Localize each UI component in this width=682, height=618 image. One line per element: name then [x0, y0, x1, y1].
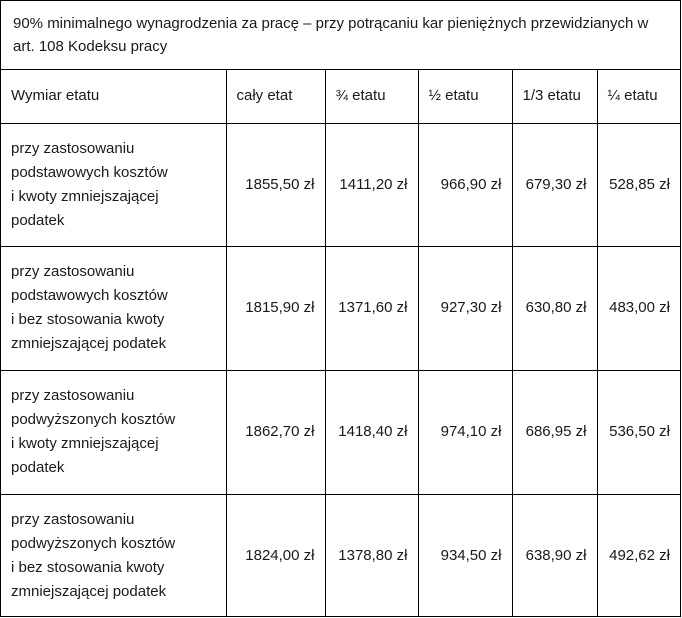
row-label-line: przy zastosowaniu — [11, 139, 135, 157]
value-cell: 528,85 zł — [597, 123, 680, 246]
value-cell: 679,30 zł — [512, 123, 597, 246]
value-cell: 1418,40 zł — [325, 370, 418, 494]
table-row — [1, 123, 680, 246]
value-cell: 966,90 zł — [418, 123, 512, 246]
value-cell: 536,50 zł — [597, 370, 680, 494]
value-cell: 1378,80 zł — [325, 494, 418, 617]
value-cell: 638,90 zł — [512, 494, 597, 617]
value-cell: 483,00 zł — [597, 246, 680, 370]
row-label-line: podwyższonych kosztów — [11, 534, 176, 552]
row-label-line: przy zastosowaniu — [11, 387, 135, 404]
row-label-line: zmniejszającej podatek — [11, 582, 167, 600]
wage-table — [1, 70, 680, 617]
header-caly-etat: cały etat — [226, 70, 325, 123]
row-label-line: i bez stosowania kwoty — [11, 558, 165, 576]
row-label-line: i kwoty zmniejszającej — [11, 187, 159, 205]
row-label-line: i bez stosowania kwoty — [11, 311, 165, 328]
row-label-line: podstawowych kosztów — [11, 287, 168, 304]
value-cell: 934,50 zł — [418, 494, 512, 617]
row-label-line: przy zastosowaniu — [11, 263, 135, 280]
table-row — [1, 370, 680, 494]
header-jedna-trzecia-etatu: 1/3 etatu — [512, 70, 597, 123]
row-label — [1, 494, 226, 617]
row-label-line: i kwoty zmniejszającej — [11, 435, 159, 452]
header-trzy-czwarte-etatu: ¾ etatu — [325, 70, 418, 123]
row-label-line: podwyższonych kosztów — [11, 411, 176, 428]
row-label — [1, 246, 226, 370]
header-wymiar-etatu: Wymiar etatu — [1, 70, 226, 123]
row-label-line: podatek — [11, 459, 65, 476]
table-row — [1, 246, 680, 370]
header-jedna-czwarta-etatu: ¼ etatu — [597, 70, 680, 123]
value-cell: 1815,90 zł — [226, 246, 325, 370]
row-label — [1, 123, 226, 246]
header-row — [1, 70, 680, 123]
value-cell: 927,30 zł — [418, 246, 512, 370]
value-cell: 1862,70 zł — [226, 370, 325, 494]
row-label-line: podstawowych kosztów — [11, 163, 168, 181]
value-cell: 974,10 zł — [418, 370, 512, 494]
row-label — [1, 370, 226, 494]
table-caption: 90% minimalnego wynagrodzenia za pracę – przy potrącaniu kar pieniężnych przewidzianych w art. 108 Kodeksu pracy — [1, 1, 680, 70]
value-cell: 1824,00 zł — [226, 494, 325, 617]
value-cell: 492,62 zł — [597, 494, 680, 617]
value-cell: 1411,20 zł — [325, 123, 418, 246]
row-label-line: przy zastosowaniu — [11, 510, 135, 528]
row-label-line: zmniejszającej podatek — [11, 335, 167, 352]
header-pol-etatu: ½ etatu — [418, 70, 512, 123]
value-cell: 1855,50 zł — [226, 123, 325, 246]
value-cell: 630,80 zł — [512, 246, 597, 370]
table-row — [1, 494, 680, 617]
value-cell: 1371,60 zł — [325, 246, 418, 370]
value-cell: 686,95 zł — [512, 370, 597, 494]
row-label-line: podatek — [11, 211, 65, 229]
